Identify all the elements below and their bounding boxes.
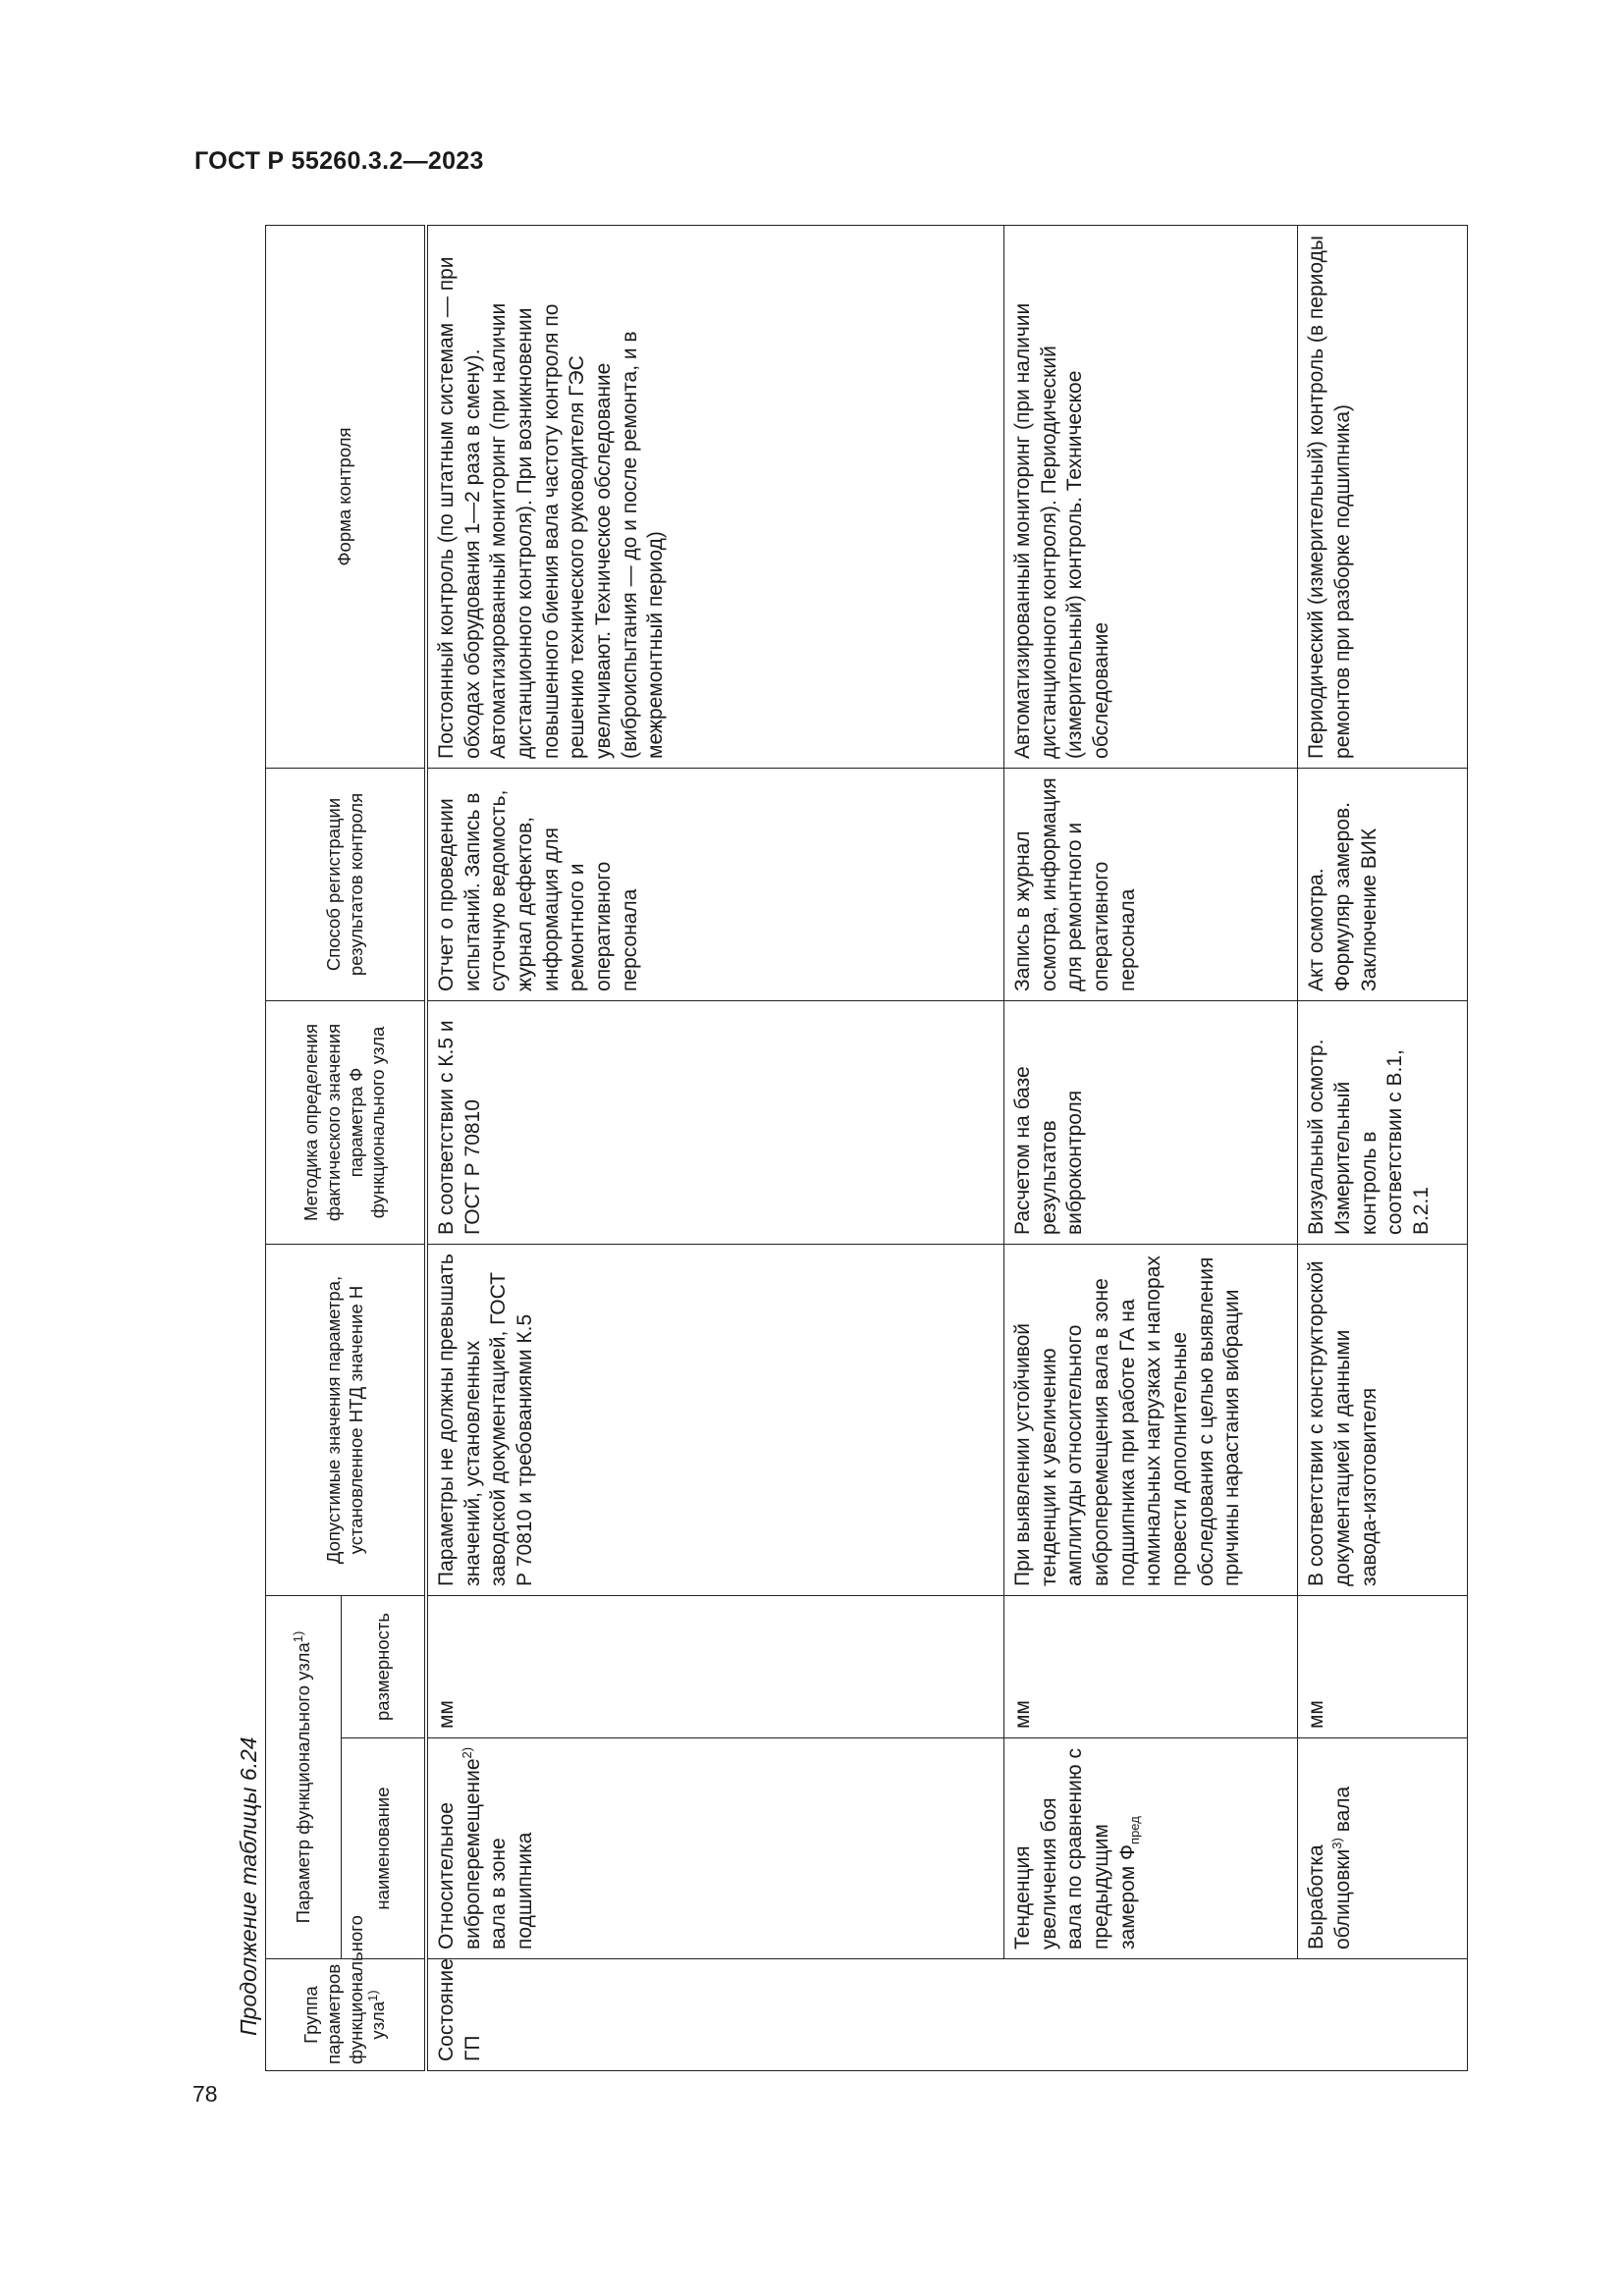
page-number: 78 [192, 2081, 218, 2107]
cell-form: Постоянный контроль (по штатным системам — при обходах оборудования 1—2 раза в смену). Автоматизированный мониторинг (при наличии дистанционного контроля). При возникновении повышенного биения вала частоту контроля по решению технического руководителя ГЭС увеличивают. Техническое обследование (виброиспытания — до и после ремонта, и в межремонтный период) [426, 225, 1004, 768]
cell-unit: мм [426, 1595, 1004, 1737]
cell-allowed: В соответствии с конструкторской документацией и данными завода-изготовителя [1298, 1244, 1468, 1595]
cell-form: Периодический (измерительный) контроль (в периоды ремонтов при разборке подшипника) [1298, 225, 1468, 768]
cell-name: Относительное виброперемещение$^{2)}$ вала в зоне подшипника [426, 1738, 1004, 1959]
cell-name: Выработка облицовки$^{3)}$ вала [1298, 1738, 1468, 1959]
cell-method: Визуальный осмотр. Измерительный контроль в соответствии с В.1, В.2.1 [1298, 1000, 1468, 1244]
cell-unit: мм [1004, 1595, 1298, 1737]
cell-registration: Акт осмотра. Формуляр замеров. Заключение ВИК [1298, 768, 1468, 1000]
cell-method: Расчетом на базе результатов виброконтроля [1004, 1000, 1298, 1244]
header-param-unit: размерность [342, 1595, 427, 1737]
table-continuation-label: Продолжение таблицы 6.24 [236, 1736, 261, 2036]
cell-method: В соответствии с К.5 и ГОСТ Р 70810 [426, 1000, 1004, 1244]
table-row [1298, 225, 1468, 2070]
header-registration: Способ регистрации результатов контроля [266, 768, 427, 1000]
table-row [1004, 225, 1298, 2070]
parameters-table [265, 225, 1468, 2071]
table-row [426, 225, 1004, 2070]
cell-allowed: Параметры не должны превышать значений, установленных заводской документацией, ГОСТ Р 70810 и требованиями К.5 [426, 1244, 1004, 1595]
rotated-table-area [236, 108, 1434, 2071]
header-method: Методика определения фактического значения параметра Ф функционального узла [266, 1000, 427, 1244]
header-group: Группа параметров функционального узла$^{1)}$ [266, 1959, 427, 2071]
cell-name: Тенденция увеличения боя вала по сравнению с предыдущим замером $Ф_{пред}$ [1004, 1738, 1298, 1959]
header-form: Форма контроля [266, 225, 427, 768]
cell-allowed: При выявлении устойчивой тенденции к увеличению амплитуды относительного виброперемещения вала в зоне подшипника при работе ГА на номинальных нагрузках и напорах провести дополнительные обследования с целью выявления причины нарастания вибрации [1004, 1244, 1298, 1595]
cell-group: Состояние ГП [426, 1959, 1468, 2071]
cell-registration: Запись в журнал осмотра, информация для ремонтного и оперативного персонала [1004, 768, 1298, 1000]
cell-form: Автоматизированный мониторинг (при наличии дистанционного контроля). Периодический (измерительный) контроль. Техническое обследование [1004, 225, 1298, 768]
cell-registration: Отчет о проведении испытаний. Запись в суточную ведомость, журнал дефектов, информация для ремонтного и оперативного персонала [426, 768, 1004, 1000]
header-allowed: Допустимые значения параметра, установленное НТД значение Н [266, 1244, 427, 1595]
header-param: Параметр функционального узла$^{1)}$ [266, 1595, 342, 1958]
cell-unit: мм [1298, 1595, 1468, 1737]
document-title: ГОСТ Р 55260.3.2—2023 [194, 147, 484, 175]
header-param-name: наименование [342, 1738, 427, 1959]
